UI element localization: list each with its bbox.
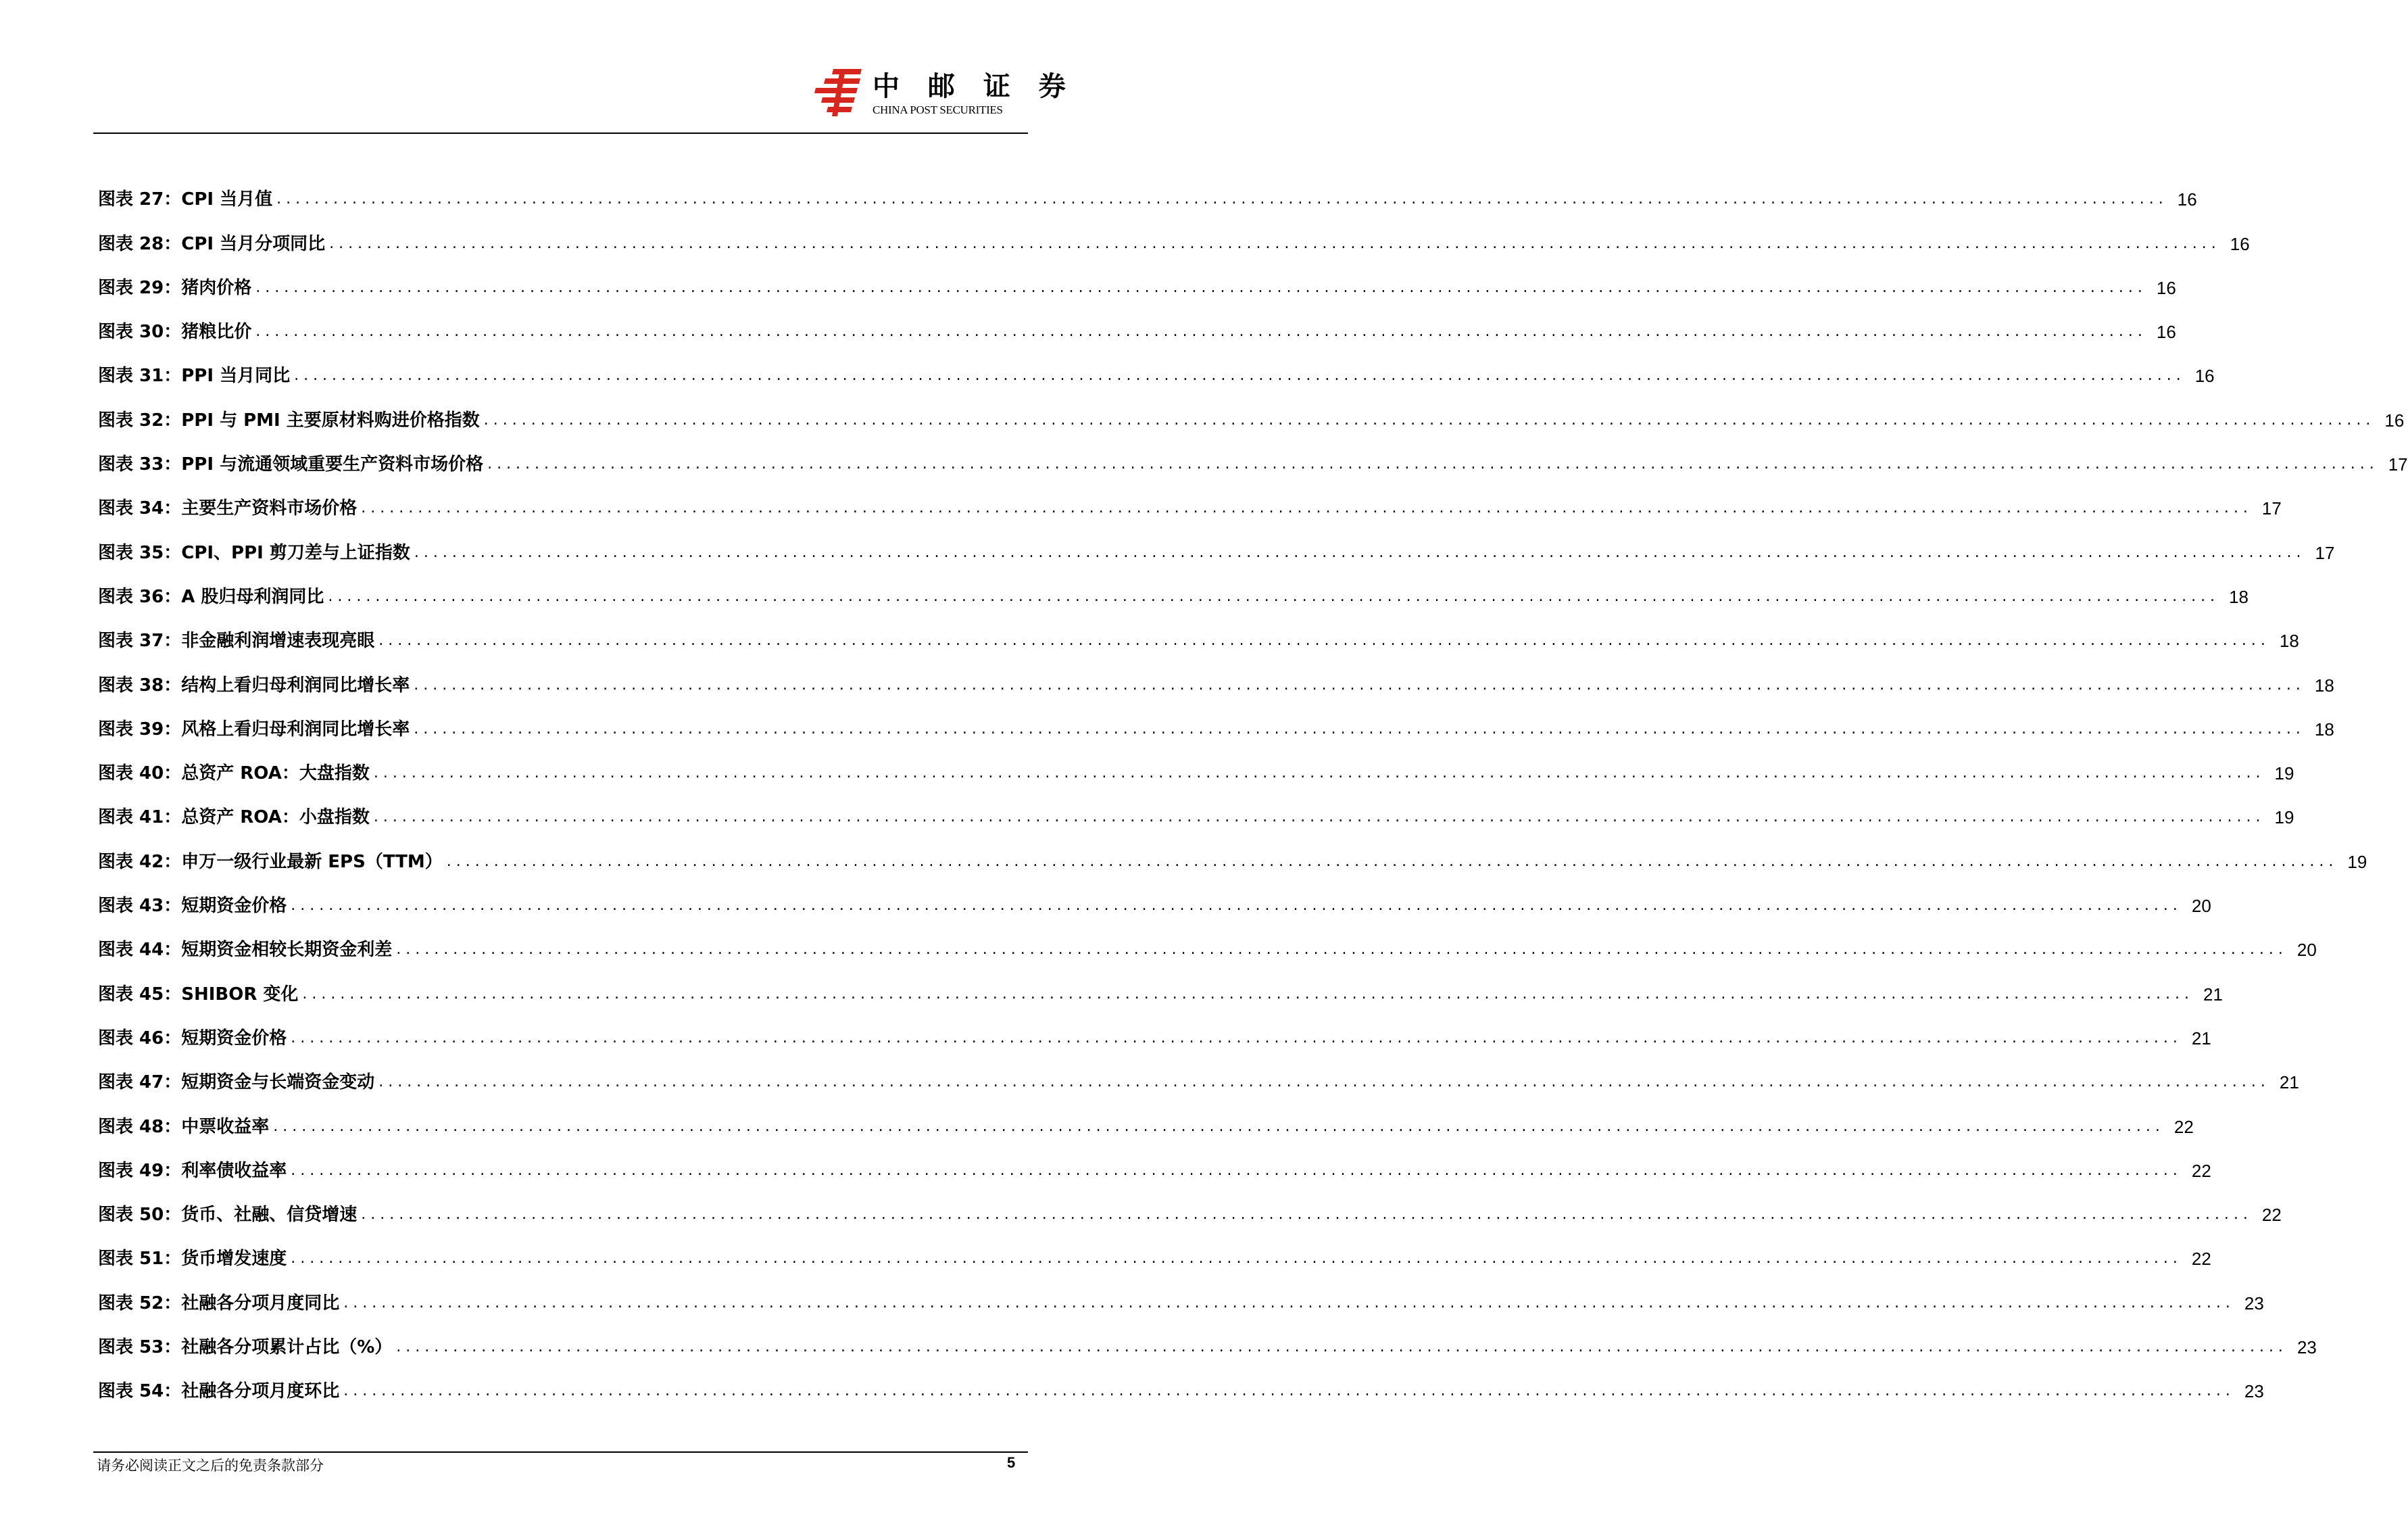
china-post-emblem-icon [813, 68, 867, 118]
toc-entry-label[interactable]: 图表 33：PPI 与流通领域重要生产资料市场价格 [98, 454, 484, 475]
toc-entry-label[interactable]: 图表 31：PPI 当月同比 [98, 366, 291, 387]
dot-leader: ........................................................................................................................................................................................................ [302, 985, 2194, 1003]
dot-leader: ........................................................................................................................................................................................................ [414, 676, 2305, 694]
dot-leader: ........................................................................................................................................................................................................ [396, 941, 2288, 959]
toc-entry-label[interactable]: 图表 36：A 股归母利润同比 [98, 586, 324, 607]
dot-leader: ........................................................................................................................................................................................................ [396, 1339, 2288, 1356]
toc-entry-label[interactable]: 图表 49：利率债收益率 [98, 1160, 287, 1181]
toc-entry[interactable] [98, 169, 2197, 213]
toc-entry-label[interactable]: 图表 43：短期资金价格 [98, 896, 287, 917]
toc-entry-page: 23 [2296, 1337, 2317, 1358]
toc-entry-label[interactable]: 图表 48：中票收益率 [98, 1116, 270, 1137]
dot-leader: ........................................................................................................................................................................................................ [373, 765, 2265, 782]
toc-entry-label[interactable]: 图表 40：总资产 ROA：大盘指数 [98, 763, 370, 784]
toc-entry[interactable] [98, 213, 2250, 257]
toc-entry-page: 20 [2191, 896, 2211, 917]
toc-entry[interactable] [98, 963, 2223, 1007]
dot-leader: ........................................................................................................................................................................................................ [255, 323, 2147, 341]
logo-english-text: CHINA POST SECURITIES [873, 103, 1003, 116]
toc-entry-page: 18 [2314, 675, 2334, 696]
toc-entry[interactable] [98, 1096, 2194, 1140]
toc-entry-page: 19 [2274, 763, 2294, 784]
toc-entry-page: 17 [2388, 454, 2408, 475]
dot-leader: ........................................................................................................................................................................................................ [328, 587, 2220, 605]
toc-entry-page: 17 [2315, 542, 2335, 563]
toc-entry[interactable] [98, 1228, 2211, 1272]
toc-entry-label[interactable]: 图表 37：非金融利润增速表现亮眼 [98, 631, 375, 652]
toc-entry-page: 18 [2279, 631, 2299, 652]
toc-entry[interactable] [98, 434, 2408, 478]
toc-entry[interactable] [98, 345, 2215, 389]
toc-entry[interactable] [98, 875, 2211, 919]
footer-disclaimer: 请务必阅读正文之后的免责条款部分 [97, 1458, 324, 1474]
dot-leader: ........................................................................................................................................................................................................ [414, 720, 2305, 738]
toc-entry-label[interactable]: 图表 39：风格上看归母利润同比增长率 [98, 719, 410, 740]
toc-entry[interactable] [98, 567, 2249, 610]
dot-leader: ........................................................................................................................................................................................................ [487, 456, 2379, 473]
toc-entry[interactable] [98, 1140, 2211, 1184]
footer-divider [93, 1451, 1028, 1453]
dot-leader: ........................................................................................................................................................................................................ [483, 411, 2376, 429]
dot-leader: ........................................................................................................................................................................................................ [378, 1074, 2270, 1091]
toc-entry[interactable] [98, 1008, 2211, 1052]
table-of-figures [98, 169, 2408, 1405]
toc-entry-page: 23 [2244, 1293, 2264, 1314]
toc-entry[interactable] [98, 1052, 2299, 1096]
toc-entry[interactable] [98, 302, 2176, 345]
dot-leader: ........................................................................................................................................................................................................ [414, 544, 2306, 561]
dot-leader: ........................................................................................................................................................................................................ [255, 279, 2147, 296]
toc-entry[interactable] [98, 654, 2334, 698]
toc-entry[interactable] [98, 831, 2367, 875]
dot-leader: ........................................................................................................................................................................................................ [343, 1294, 2235, 1311]
toc-entry-page: 18 [2314, 719, 2334, 740]
company-logo [813, 68, 1075, 118]
toc-entry[interactable] [98, 478, 2282, 522]
toc-entry-label[interactable]: 图表 45：SHIBOR 变化 [98, 984, 299, 1005]
logo-chinese-text: 中 邮 证 券 [873, 70, 1075, 102]
toc-entry-page: 18 [2229, 586, 2249, 607]
toc-entry[interactable] [98, 389, 2405, 433]
dot-leader: ........................................................................................................................................................................................................ [276, 191, 2168, 208]
toc-entry-page: 17 [2261, 498, 2282, 519]
toc-entry[interactable] [98, 522, 2335, 566]
toc-entry-page: 22 [2191, 1160, 2211, 1181]
toc-entry[interactable] [98, 787, 2294, 831]
toc-entry-page: 22 [2191, 1249, 2211, 1270]
toc-entry-label[interactable]: 图表 38：结构上看归母利润同比增长率 [98, 675, 410, 696]
toc-entry[interactable] [98, 1184, 2282, 1228]
toc-entry-label[interactable]: 图表 46：短期资金价格 [98, 1028, 287, 1049]
dot-leader: ........................................................................................................................................................................................................ [273, 1117, 2165, 1135]
toc-entry-label[interactable]: 图表 27：CPI 当月值 [98, 189, 273, 210]
toc-entry-page: 19 [2274, 807, 2294, 828]
toc-entry[interactable] [98, 1272, 2264, 1316]
toc-entry-page: 16 [2230, 233, 2250, 254]
dot-leader: ........................................................................................................................................................................................................ [291, 897, 2182, 915]
toc-entry-page: 20 [2296, 940, 2317, 961]
toc-entry-label[interactable]: 图表 32：PPI 与 PMI 主要原材料购进价格指数 [98, 410, 480, 431]
toc-entry-label[interactable]: 图表 35：CPI、PPI 剪刀差与上证指数 [98, 542, 410, 563]
toc-entry-page: 21 [2191, 1028, 2211, 1049]
toc-entry-page: 16 [2177, 189, 2197, 210]
toc-entry-label[interactable]: 图表 44：短期资金相较长期资金利差 [98, 940, 393, 961]
toc-entry[interactable] [98, 1361, 2264, 1405]
toc-entry-label[interactable]: 图表 29：猪肉价格 [98, 277, 252, 298]
toc-entry-page: 16 [2194, 366, 2215, 387]
dot-leader: ........................................................................................................................................................................................................ [329, 235, 2221, 252]
toc-entry[interactable] [98, 1317, 2317, 1361]
dot-leader: ........................................................................................................................................................................................................ [378, 632, 2270, 650]
toc-entry-page: 21 [2203, 984, 2223, 1005]
toc-entry-page: 16 [2156, 277, 2176, 298]
page-number: 5 [1007, 1454, 1016, 1471]
dot-leader: ........................................................................................................................................................................................................ [291, 1161, 2182, 1179]
toc-entry[interactable] [98, 919, 2317, 963]
toc-entry-label[interactable]: 图表 52：社融各分项月度同比 [98, 1293, 340, 1314]
toc-entry[interactable] [98, 743, 2294, 787]
toc-entry[interactable] [98, 610, 2299, 654]
toc-entry[interactable] [98, 258, 2176, 302]
toc-entry-label[interactable]: 图表 34：主要生产资料市场价格 [98, 498, 358, 519]
toc-entry-page: 22 [2261, 1205, 2282, 1226]
header-divider [93, 133, 1028, 134]
toc-entry-label[interactable]: 图表 30：猪粮比价 [98, 322, 252, 343]
toc-entry-page: 16 [2384, 410, 2405, 431]
toc-entry-label[interactable]: 图表 42：申万一级行业最新 EPS（TTM） [98, 851, 443, 872]
dot-leader: ........................................................................................................................................................................................................ [361, 1206, 2253, 1224]
toc-entry[interactable] [98, 699, 2334, 743]
dot-leader: ........................................................................................................................................................................................................ [343, 1382, 2235, 1400]
dot-leader: ........................................................................................................................................................................................................ [373, 809, 2265, 826]
toc-entry-page: 23 [2244, 1381, 2264, 1402]
toc-entry-label[interactable]: 图表 50：货币、社融、信贷增速 [98, 1205, 358, 1226]
dot-leader: ........................................................................................................................................................................................................ [291, 1029, 2182, 1046]
dot-leader: ........................................................................................................................................................................................................ [291, 1250, 2182, 1268]
toc-entry-label[interactable]: 图表 41：总资产 ROA：小盘指数 [98, 807, 370, 828]
toc-entry-page: 21 [2279, 1072, 2299, 1093]
dot-leader: ........................................................................................................................................................................................................ [294, 367, 2186, 385]
toc-entry-page: 16 [2156, 322, 2176, 343]
dot-leader: ........................................................................................................................................................................................................ [361, 500, 2253, 517]
dot-leader: ........................................................................................................................................................................................................ [446, 852, 2338, 870]
toc-entry-label[interactable]: 图表 28：CPI 当月分项同比 [98, 233, 326, 254]
toc-entry-page: 19 [2347, 851, 2367, 872]
toc-entry-label[interactable]: 图表 54：社融各分项月度环比 [98, 1381, 340, 1402]
toc-entry-label[interactable]: 图表 53：社融各分项累计占比（%） [98, 1337, 393, 1358]
toc-entry-label[interactable]: 图表 47：短期资金与长端资金变动 [98, 1072, 375, 1093]
toc-entry-page: 22 [2173, 1116, 2194, 1137]
toc-entry-label[interactable]: 图表 51：货币增发速度 [98, 1249, 287, 1270]
